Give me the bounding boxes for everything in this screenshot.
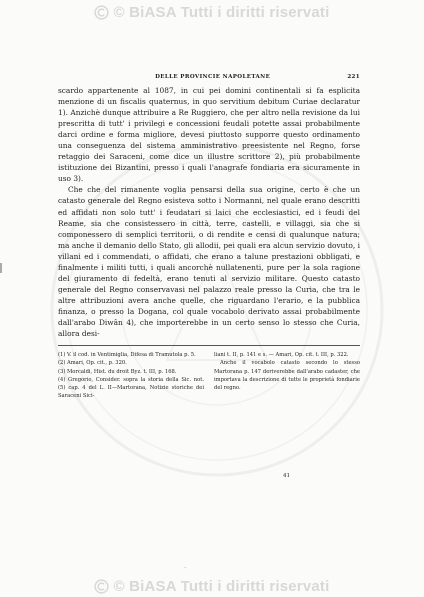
scan-margin-mark xyxy=(0,263,2,273)
book-page xyxy=(58,73,360,401)
biasa-logo-icon xyxy=(94,5,109,20)
scan-tick-mark: ˇ xyxy=(184,567,187,573)
footnotes-right-column xyxy=(214,351,360,401)
watermark-text: © BiASA Tutti i diritti riservati xyxy=(113,3,330,21)
watermark-top xyxy=(0,1,424,23)
biasa-logo-icon xyxy=(94,579,109,594)
footnotes-left-column xyxy=(58,351,204,401)
running-header xyxy=(58,73,360,85)
footnotes xyxy=(58,351,360,401)
footnote: (1) V. il cod. in Ventimiglia, Difesa di Tramutola p. 5. xyxy=(58,352,196,359)
footnote: (4) Gregorio, Consider. sopra la storia della Sic. not. (5) cap. 4 del L. II—Martorana, Notizie storiche dei Saraceni Sici- xyxy=(58,376,204,400)
running-title: DELLE PROVINCIE NAPOLETANE xyxy=(155,74,271,80)
page-number: 221 xyxy=(347,74,360,80)
paragraph: scardo appartenente al 1087, in cui pei domini continentali si fa esplicita menzione di un fiscalis quaternus, in quo servitium debitum Curiae declaratur 1). Anzichè dunque attribuire a Re Ruggiero, che per altro nella revisione da lui prescritta di tutt' i privilegi e concessioni feudali potette assai probabilmente darci ordine e forma migliore, devesi piuttosto supporre questo ordinamento una conseguenza del sistema amministrativo preesistente nel Regno, forse retaggio dei Saraceni, come dice un illustre scrittore 2), più probabilmente istituzione dei Bizantini, presso i quali l'anagrafe fondiaria era sicuramente in uso 3). xyxy=(58,86,360,184)
footnote: liani t. II, p. 141 e s. — Amari, Op. cit. t. III, p. 322. xyxy=(214,352,349,359)
signature-mark: 41 xyxy=(283,473,290,479)
paragraph: Che che del rimanente voglia pensarsi della sua origine, certo è che un catasto generale del Regno esisteva sotto i Normanni, nel quale erano descritti ed affidati non solo tutt' i feudatari si laici che ecclesiastici, ed i feudi del Reame, sia che consistessero in città, terre, castelli, e villaggi, sia che si componessero di semplici territorii, o di rendite e censi di qualunque natura; ma anche il demanio dello Stato, gli allodii, pei quali era alcun servizio dovuto, i villani ed i commendati, o affidati, che erano a talune prestazioni obbligati, e finalmente i militi tutti, i quali ancorchè nullatenenti, pure per la sola ragione del giuramento di fedeltà, erano tenuti al servizio militare. Questo catasto generale del Regno conservavasi nel palazzo reale presso la Curia, che tra le altre attribuzioni avera anche quelle, che riguardano l'erario, e la pubblica finanza, o presso la Dogana, col quale vocabolo derivato assai probabilmente dall'arabo Diwân 4), che importerebbe in un certo senso lo stesso che Curia, allora desi- xyxy=(58,185,360,339)
footnote: Anche il vocabolo catasto secondo lo stesso Martorana p. 147 deriverebbe dall'arabo cadaster, che importava la descrizione di tutte le proprietà fondiarie del regno. xyxy=(214,360,360,392)
footnote-divider xyxy=(58,345,360,346)
watermark-text: © BiASA Tutti i diritti riservati xyxy=(113,577,330,595)
body-text xyxy=(58,85,360,339)
footnote: (2) Amari, Op. cit., p. 320. xyxy=(58,360,127,367)
watermark-bottom xyxy=(0,575,424,597)
footnote: (3) Morcaldi, Hist. du droit Byz. t. III, p. 168. xyxy=(58,368,177,375)
